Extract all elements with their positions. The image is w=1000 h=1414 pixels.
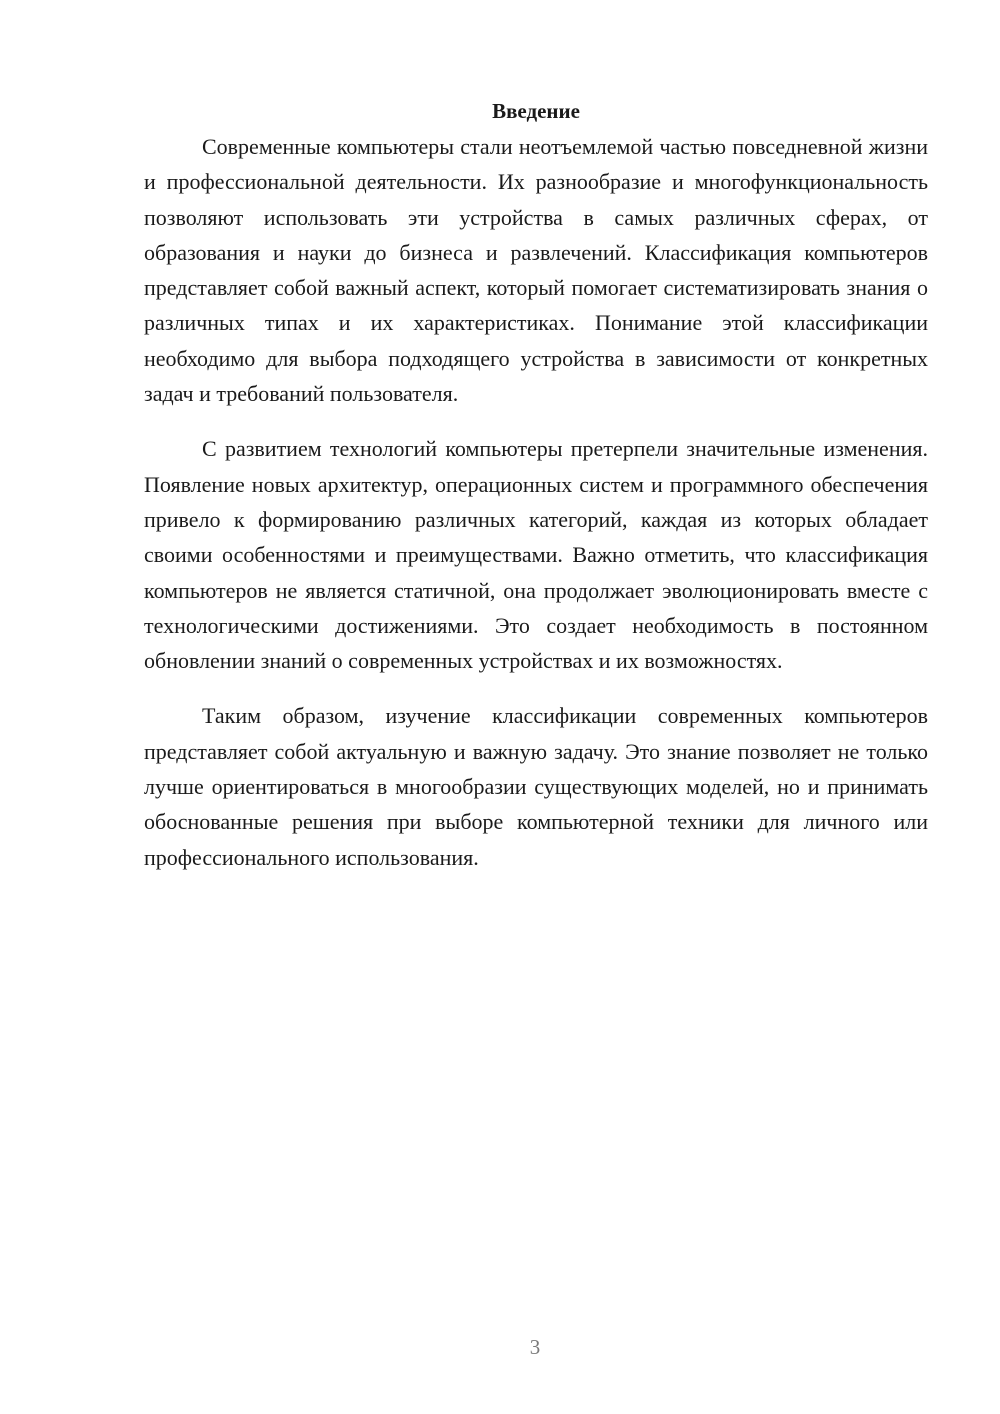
paragraph-2: С развитием технологий компьютеры претерпели значительные изменения. Появление новых архитектур, операционных систем и программного обеспечения привело к формированию различных категорий, каждая из которых обладает своими особенностями и преимуществами. Важно отметить, что классификация компьютеров не является статичной, она продолжает эволюционировать вместе с технологическими достижениями. Это создает необходимость в постоянном обновлении знаний о современных устройствах и их возможностях. — [144, 436, 928, 674]
page-content — [144, 96, 928, 895]
page-number: 3 — [529, 1335, 541, 1359]
paragraph-1: Современные компьютеры стали неотъемлемой частью повседневной жизни и профессиональной деятельности. Их разнообразие и многофункциональность позволяют использовать эти устройства в самых различных сферах, от образования и науки до бизнеса и развлечений. Классификация компьютеров представляет собой важный аспект, который помогает систематизировать знания о различных типах и их характеристиках. Понимание этой классификации необходимо для выбора подходящего устройства в зависимости от конкретных задач и требований пользователя. — [144, 134, 928, 407]
section-heading: Введение — [492, 99, 580, 123]
paragraph-3: Таким образом, изучение классификации современных компьютеров представляет собой актуальную и важную задачу. Это знание позволяет не только лучше ориентироваться в многообразии существующих моделей, но и принимать обоснованные решения при выборе компьютерной техники для личного или профессионального использования. — [144, 703, 928, 870]
